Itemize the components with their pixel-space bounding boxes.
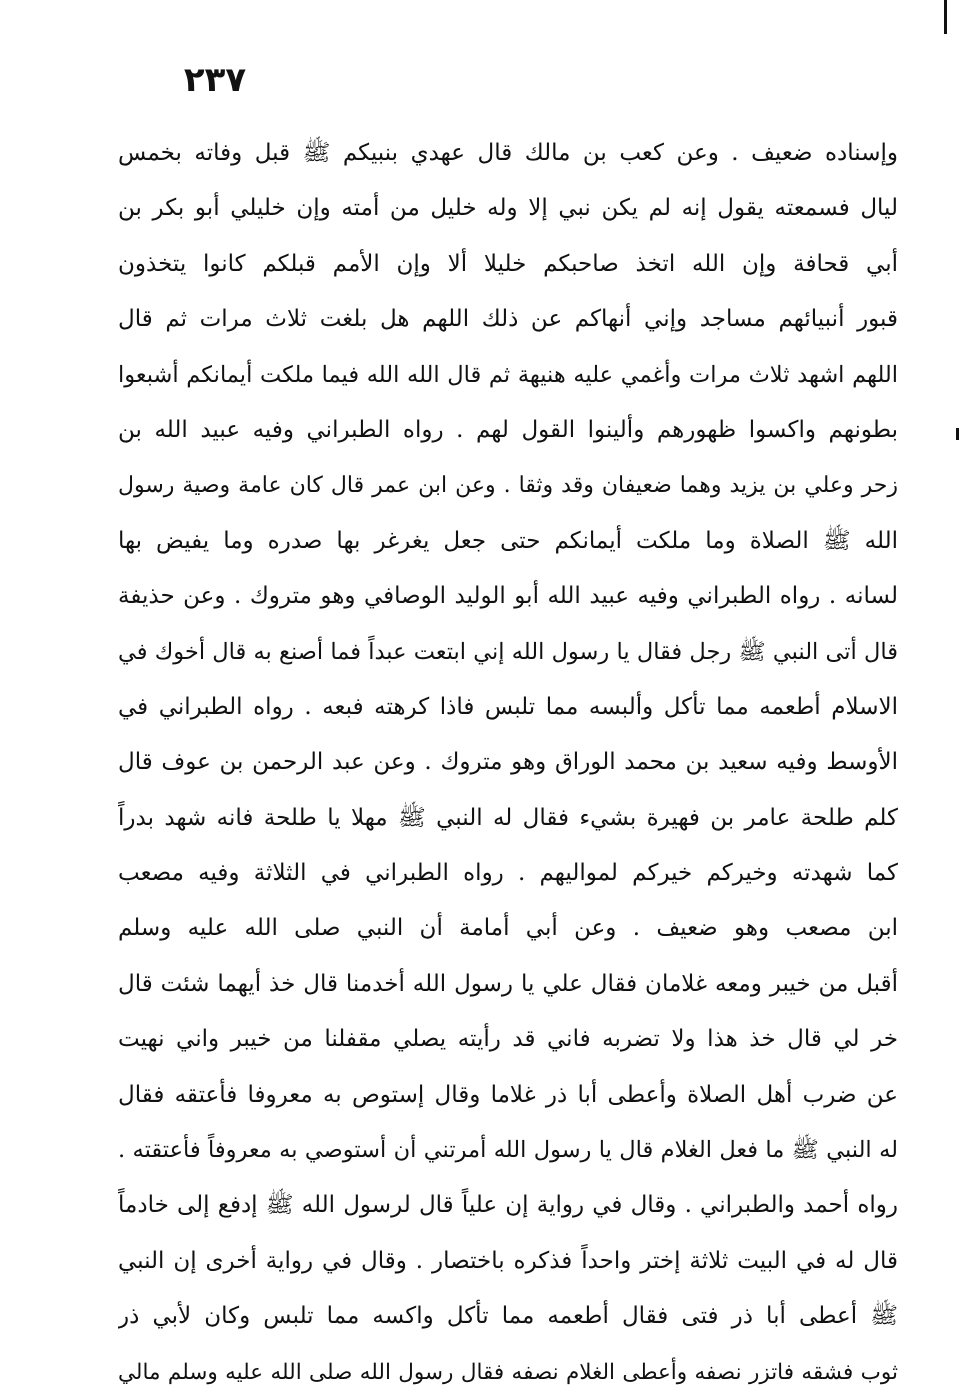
scan-edge-mark [944,0,947,34]
text-line: ثوب فشقه فاتزر نصفه وأعطى الغلام نصفه فقال رسول الله صلى الله عليه وسلم مالي [118,1359,898,1385]
text-line: عن ضرب أهل الصلاة وأعطى أبا ذر غلاما وقال إستوص به معروفا فأعتقه فقال [118,1081,898,1108]
text-line: رواه أحمد والطبراني . وقال في رواية إن علياً قال لرسول الله ﷺ إدفع إلى خادماً [118,1192,898,1219]
text-line: ابن مصعب وهو ضعيف . وعن أبي أمامة أن النبي صلى الله عليه وسلم [118,915,898,942]
text-line: ﷺ أعطى أبا ذر فتى فقال أطعمه مما تأكل واكسه مما تلبس وكان لأبي ذر [118,1303,898,1330]
text-line: خر لي قال خذ هذا ولا تضربه فاني قد رأيته يصلي مقفلنا من خيبر واني نهيت [118,1026,898,1053]
text-line: زحر وعلي بن يزيد وهما ضعيفان وقد وثقا . وعن ابن عمر قال كان عامة وصية رسول [118,473,898,499]
text-line: الاسلام أطعمه مما تأكل وألبسه مما تلبس فاذا كرهته فبعه . رواه الطبراني في [118,693,898,720]
text-line: قال أتى النبي ﷺ رجل فقال يا رسول الله إني ابتعت عبداً فما أصنع به قال أخوك في [118,638,898,665]
text-line: الأوسط وفيه سعيد بن محمد الوراق وهو متروك . وعن عبد الرحمن بن عوف قال [118,749,898,776]
text-line: كلم طلحة عامر بن فهيرة بشيء فقال له النبي ﷺ مهلا يا طلحة فانه شهد بدراً [118,804,898,831]
text-line: كما شهدته وخيركم خيركم لمواليهم . رواه الطبراني في الثلاثة وفيه مصعب [118,860,898,887]
page-number: ٢٣٧ [183,60,247,100]
text-line: لسانه . رواه الطبراني وفيه عبيد الله أبو الوليد الوصافي وهو متروك . وعن حذيفة [118,583,898,610]
text-line: قال له في البيت ثلاثة إختر واحداً فذكره باختصار . وقال في رواية أخرى إن النبي [118,1247,898,1274]
text-line: اللهم اشهد ثلاث مرات وأغمي عليه هنيهة ثم قال الله الله فيما ملكت أيمانكم أشبعوا [118,361,898,388]
text-line: وإسناده ضعيف . وعن كعب بن مالك قال عهدي بنبيكم ﷺ قبل وفاته بخمس [118,140,898,166]
text-line: أبي قحافة وإن الله اتخذ صاحبكم خليلا ألا وإن الأمم قبلكم كانوا يتخذون [118,250,898,277]
text-line: بطونهم واكسوا ظهورهم وألينوا القول لهم . رواه الطبراني وفيه عبيد الله بن [118,416,898,443]
text-line: الله ﷺ الصلاة وما ملكت أيمانكم حتى جعل يغرغر بها صدره وما يفيض بها [118,527,898,554]
text-line: ليال فسمعته يقول إنه لم يكن نبي إلا وله خليل من أمته وإن خليلي أبو بكر بن [118,195,898,222]
page-text [118,126,898,1400]
text-line: له النبي ﷺ ما فعل الغلام قال يا رسول الله أمرتني أن أستوصي به معروفاً فأعتقته . [118,1137,898,1164]
text-line: قبور أنبيائهم مساجد وإني أنهاكم عن ذلك اللهم هل بلغت ثلاث مرات ثم قال [118,306,898,333]
text-line: أقبل من خيبر ومعه غلامان فقال علي يا رسول الله أخدمنا قال خذ أيهما شئت قال [118,970,898,997]
